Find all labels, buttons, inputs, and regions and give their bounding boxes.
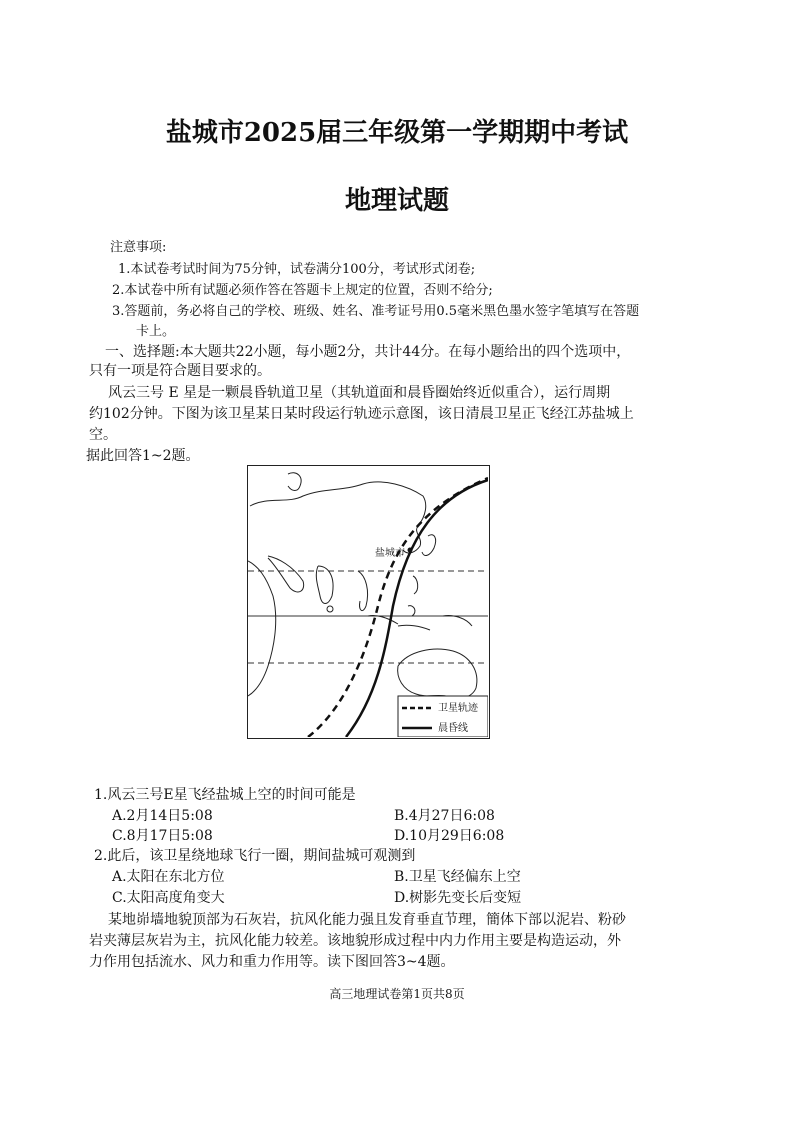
passage1-line1: 风云三号 E 星是一颗晨昏轨道卫星（其轨道面和晨昏圈始终近似重合），运行周期	[108, 385, 611, 401]
question-2-option-c: C.太阳高度角变大	[112, 890, 225, 906]
question-2-option-a: A.太阳在东北方位	[112, 869, 225, 885]
section1-line2: 只有一项是符合题目要求的。	[89, 363, 271, 379]
question-2-option-b: B.卫星飞经偏东上空	[394, 869, 521, 885]
passage2-line1: 某地峁墙地貌顶部为石灰岩，抗风化能力强且发育垂直节理，簡体下部以泥岩、粉砂	[108, 912, 626, 928]
map-city-label: 盐城市	[375, 548, 405, 559]
notice-item-1: 1.本试卷考试时间为75分钟，试卷满分100分，考试形式闭卷;	[118, 262, 476, 277]
question-2-option-d: D.树影先变长后变短	[394, 890, 522, 906]
page-subtitle: 地理试题	[344, 186, 449, 216]
page-title: 盐城市2025届三年级第一学期期中考试	[165, 118, 629, 148]
passage1-line2: 约102分钟。下图为该卫星某日某时段运行轨迹示意图，该日清晨卫星正飞经江苏盐城上	[89, 406, 634, 422]
question-1-option-b: B.4月27日6:08	[394, 808, 495, 824]
passage1-line3: 空。	[89, 427, 117, 443]
question-1-option-d: D.10月29日6:08	[394, 828, 505, 844]
notice-item-3-cont: 卡上。	[136, 324, 176, 339]
question-1-option-c: C.8月17日5:08	[112, 828, 213, 844]
yancheng-marker	[408, 548, 413, 553]
notice-item-3: 3.答题前，务必将自己的学校、班级、姓名、准考证号用0.5毫米黑色墨水签字笔填写在答题	[112, 304, 640, 319]
section1-line1: 一、选择题:本大题共22小题，每小题2分，共计44分。在每小题给出的四个选项中，	[105, 344, 631, 360]
question-1-stem: 1.风云三号E星飞经盐城上空的时间可能是	[94, 787, 356, 803]
map-svg	[248, 466, 488, 737]
passage2-line2: 岩夹薄层灰岩为主，抗风化能力较差。该地貌形成过程中内力作用主要是构造运动，外	[89, 933, 621, 949]
passage1-line4: 据此回答1~2题。	[86, 448, 200, 464]
legend-orbit-label: 卫星轨迹	[438, 703, 478, 714]
satellite-orbit-map	[247, 465, 490, 739]
notice-heading: 注意事项:	[110, 240, 167, 255]
passage2-line3: 力作用包括流水、风力和重力作用等。读下图回答3~4题。	[89, 954, 455, 970]
continent-outlines	[248, 473, 477, 710]
question-1-option-a: A.2月14日5:08	[112, 808, 213, 824]
legend-terminator-label: 晨昏线	[438, 723, 468, 734]
question-2-stem: 2.此后，该卫星绕地球飞行一圈，期间盐城可观测到	[94, 848, 416, 864]
notice-item-2: 2.本试卷中所有试题必须作答在答题卡上规定的位置，否则不给分;	[112, 283, 493, 298]
page-footer: 高三地理试卷第1页共8页	[329, 987, 465, 1001]
